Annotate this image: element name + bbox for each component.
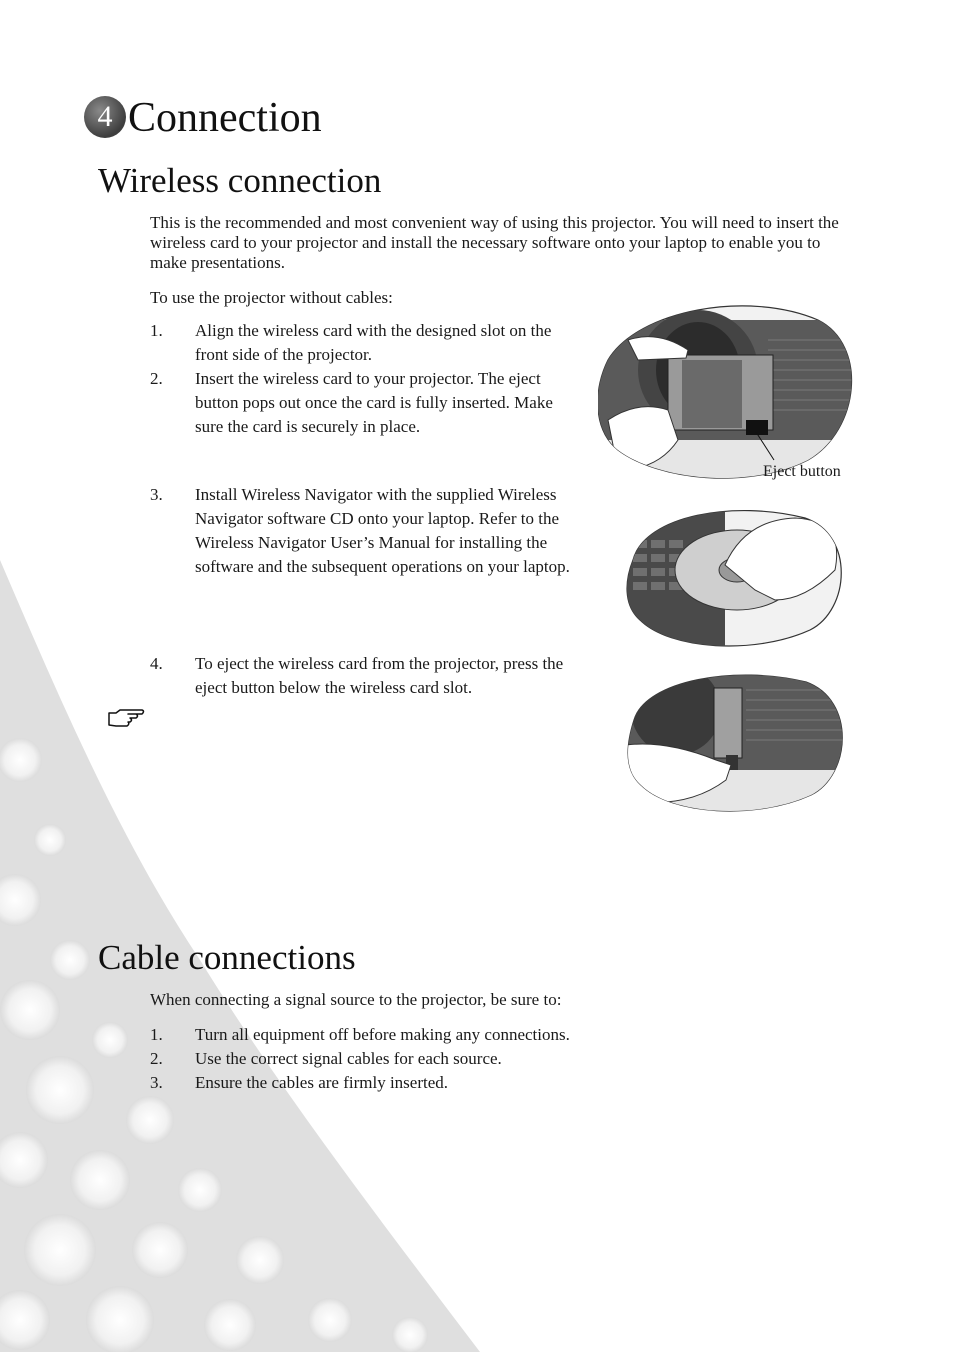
figure-insert-card [598, 300, 860, 480]
pointing-hand-icon [106, 708, 146, 730]
cable-lead: When connecting a signal source to the projector, be sure to: [150, 990, 562, 1009]
wireless-steps-1-2 [150, 319, 580, 439]
figure-eject-card [626, 670, 844, 815]
list-item: 1. Turn all equipment off before making any connections. [150, 1025, 570, 1044]
chapter-title: Connection [128, 95, 322, 141]
list-item: 3. Ensure the cables are firmly inserted. [150, 1073, 449, 1092]
wireless-intro: This is the recommended and most convenient way of using this projector. You will need to insert the wireless card to your projector and install the necessary software onto your laptop to enable you to make presentations. [150, 213, 839, 272]
chapter-number-badge [84, 96, 126, 138]
chapter-number: 4 [97, 100, 113, 133]
figure-caption-eject-button: Eject button [763, 463, 841, 480]
wireless-step-4 [150, 652, 590, 700]
list-item: 4. To eject the wireless card from the projector, press the eject button below the wireless card slot. [150, 654, 564, 697]
figure-insert-cd [625, 500, 843, 650]
wireless-step-3 [150, 483, 590, 579]
section-title-wireless: Wireless connection [98, 161, 382, 200]
cable-steps [150, 1023, 750, 1095]
list-item: 2. Use the correct signal cables for each source. [150, 1049, 502, 1068]
list-item: 2. Insert the wireless card to your projector. The eject button pops out once the card is fully inserted. Make sure the card is securely in place. [150, 369, 553, 436]
section-title-cable: Cable connections [98, 938, 356, 977]
list-item: 1. Align the wireless card with the designed slot on the front side of the projector. [150, 321, 552, 364]
wireless-lead: To use the projector without cables: [150, 288, 393, 307]
list-item: 3. Install Wireless Navigator with the supplied Wireless Navigator software CD onto your laptop. Refer to the Wireless Navigator User’s Manual for installing the software and the subsequent operations on your laptop. [150, 485, 570, 576]
